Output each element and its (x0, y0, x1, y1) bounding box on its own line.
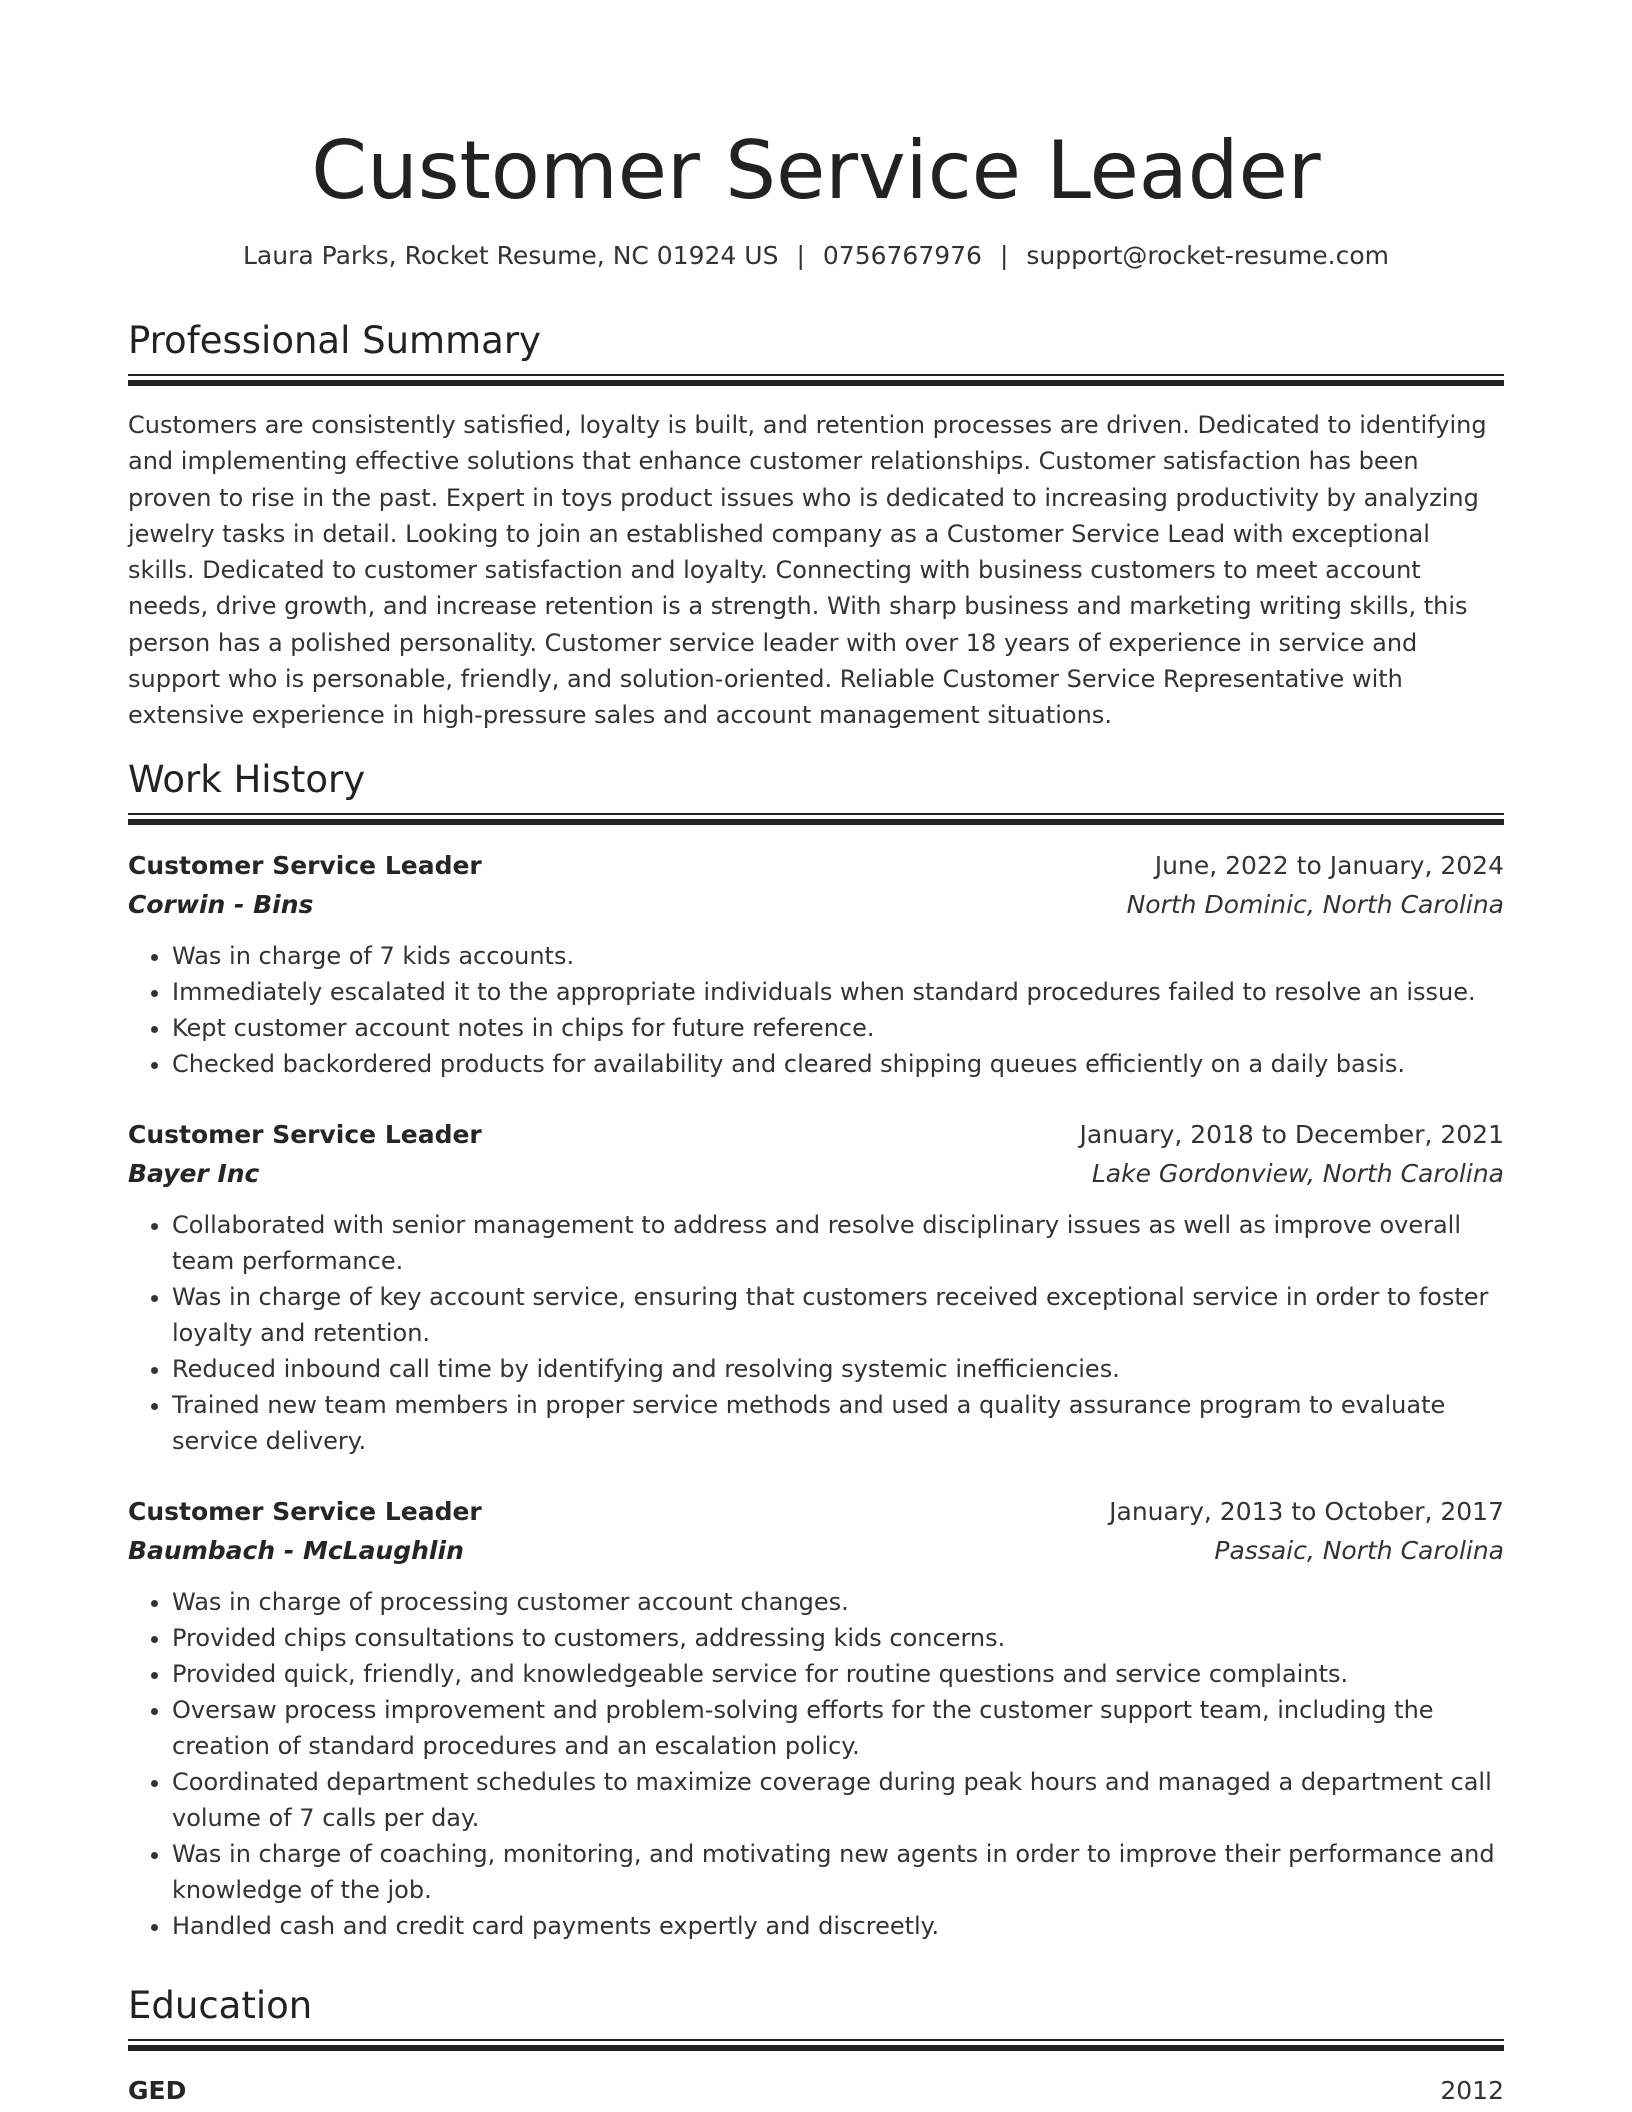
job-dates: June, 2022 to January, 2024 (1154, 851, 1504, 880)
work-section-header (128, 755, 1504, 805)
job-entry (128, 1115, 1504, 1459)
job-title: Customer Service Leader (128, 1497, 482, 1526)
education-heading: Education (128, 1984, 313, 2027)
job-company: Baumbach - McLaughlin (128, 1536, 464, 1565)
education-entry (128, 2072, 1504, 2112)
job-location: Passaic, North Carolina (1214, 1536, 1504, 1565)
summary-divider (128, 374, 1504, 384)
resume-title: Customer Service Leader (311, 124, 1321, 217)
job-location: North Dominic, North Carolina (1126, 890, 1504, 919)
job-bullet: • Handled cash and credit card payments expertly and discreetly. (172, 1908, 1504, 1944)
job-bullet: • Immediately escalated it to the appropriate individuals when standard procedures failed to resolve an issue. (172, 974, 1504, 1010)
work-heading: Work History (128, 758, 366, 801)
education-degree: GED (128, 2076, 187, 2105)
contact-separator: | (999, 241, 1009, 270)
job-header-row (128, 1492, 1504, 1531)
divider-thin-line (128, 2039, 1504, 2041)
job-bullet: • Was in charge of 7 kids accounts. (172, 938, 1504, 974)
education-divider (128, 2039, 1504, 2049)
job-company: Corwin - Bins (128, 890, 314, 919)
job-bullet: • Provided chips consultations to customers, addressing kids concerns. (172, 1620, 1504, 1656)
job-title: Customer Service Leader (128, 1120, 482, 1149)
job-entry (128, 1492, 1504, 1944)
divider-thin-line (128, 374, 1504, 376)
job-bullet: • Was in charge of key account service, ensuring that customers received exceptional service in order to foster loyalty and retention. (172, 1279, 1504, 1351)
contact-email: support@rocket-resume.com (1026, 241, 1389, 270)
summary-section-header (128, 316, 1504, 366)
work-divider (128, 813, 1504, 823)
job-entry (128, 846, 1504, 1082)
job-bullet-list (128, 1207, 1504, 1459)
job-bullet: • Coordinated department schedules to maximize coverage during peak hours and managed a department call volume of 7 calls per day. (172, 1764, 1504, 1836)
contact-line (128, 238, 1504, 274)
job-bullet: • Provided quick, friendly, and knowledgeable service for routine questions and service complaints. (172, 1656, 1504, 1692)
contact-address: Laura Parks, Rocket Resume, NC 01924 US (242, 241, 779, 270)
job-title: Customer Service Leader (128, 851, 482, 880)
job-dates: January, 2013 to October, 2017 (1109, 1497, 1504, 1526)
job-company: Bayer Inc (128, 1159, 260, 1188)
summary-heading: Professional Summary (128, 319, 541, 362)
job-bullet: • Reduced inbound call time by identifying and resolving systemic inefficiencies. (172, 1351, 1504, 1387)
job-bullet: • Checked backordered products for availability and cleared shipping queues efficiently on a daily basis. (172, 1046, 1504, 1082)
job-bullet: • Was in charge of coaching, monitoring, and motivating new agents in order to improve their performance and knowledge of the job. (172, 1836, 1504, 1908)
job-bullet-list (128, 938, 1504, 1082)
job-bullet: • Collaborated with senior management to address and resolve disciplinary issues as well as improve overall team performance. (172, 1207, 1504, 1279)
job-company-row (128, 1154, 1504, 1193)
summary-text: Customers are consistently satisfied, loyalty is built, and retention processes are driven. Dedicated to identifying and implementing effective solutions that enhance customer relationships. Customer satisfaction has been proven to rise in the past. Expert in toys product issues who is dedicated to increasing productivity by analyzing jewelry tasks in detail. Looking to join an established company as a Customer Service Lead with exceptional skills. Dedicated to customer satisfaction and loyalty. Connecting with business customers to meet account needs, drive growth, and increase retention is a strength. With sharp business and marketing writing skills, this person has a polished personality. Customer service leader with over 18 years of experience in service and support who is personable, friendly, and solution-oriented. Reliable Customer Service Representative with extensive experience in high-pressure sales and account management situations. (128, 411, 1487, 730)
contact-separator: | (796, 241, 805, 270)
education-section-header (128, 1981, 1504, 2031)
job-bullet-list (128, 1584, 1504, 1944)
divider-thin-line (128, 813, 1504, 815)
job-bullet: • Trained new team members in proper service methods and used a quality assurance program to evaluate service delivery. (172, 1387, 1504, 1459)
divider-thick-line (128, 819, 1504, 825)
job-header-row (128, 846, 1504, 885)
job-company-row (128, 885, 1504, 924)
job-dates: January, 2018 to December, 2021 (1079, 1120, 1504, 1149)
job-company-row (128, 1531, 1504, 1570)
job-bullet: • Was in charge of processing customer account changes. (172, 1584, 1504, 1620)
job-bullet: • Kept customer account notes in chips for future reference. (172, 1010, 1504, 1046)
job-location: Lake Gordonview, North Carolina (1091, 1159, 1504, 1188)
divider-thick-line (128, 2045, 1504, 2051)
contact-phone: 0756767976 (822, 241, 982, 270)
job-header-row (128, 1115, 1504, 1154)
divider-thick-line (128, 380, 1504, 386)
education-year: 2012 (1440, 2076, 1504, 2105)
job-bullet: • Oversaw process improvement and problem-solving efforts for the customer support team, including the creation of standard procedures and an escalation policy. (172, 1692, 1504, 1764)
